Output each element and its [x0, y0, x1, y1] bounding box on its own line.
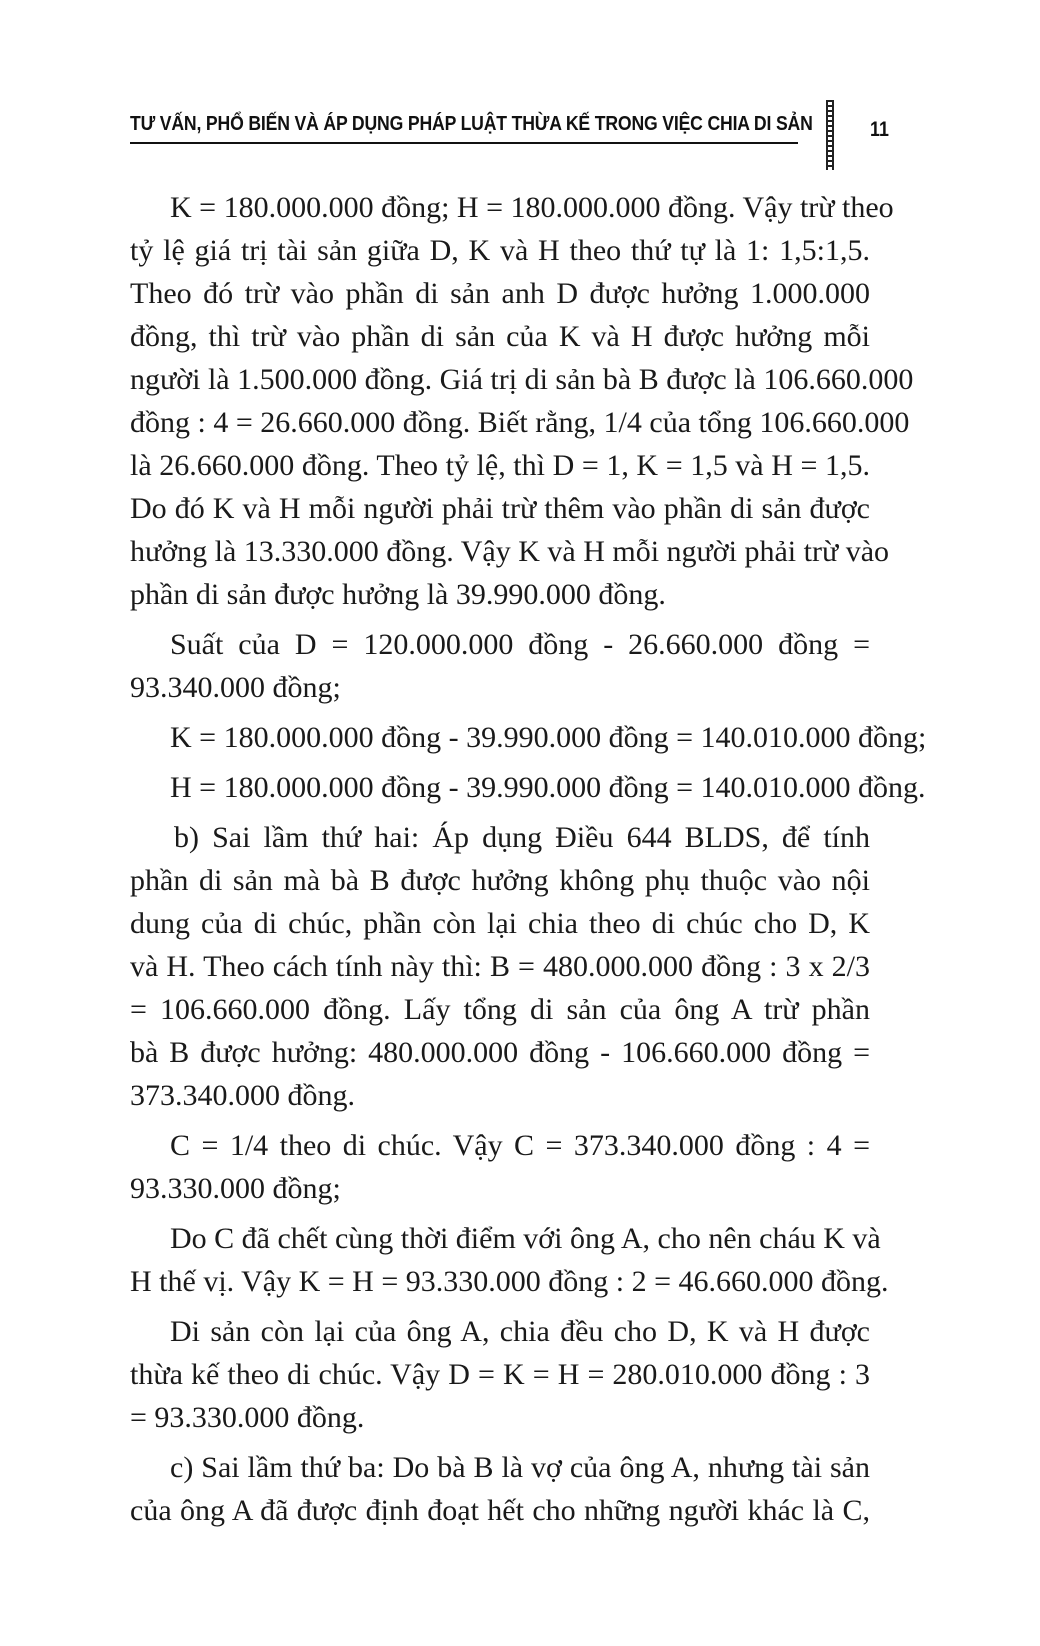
paragraph-7: [130, 1217, 889, 1303]
text-line: bà B được hưởng: 480.000.000 đồng - 106.660.000 đồng =: [130, 1036, 870, 1069]
running-header: [130, 106, 813, 146]
text-line: H = 180.000.000 đồng - 39.990.000 đồng = 140.010.000 đồng.: [170, 771, 926, 804]
text-line: Theo đó trừ vào phần di sản anh D được hưởng 1.000.000: [130, 277, 870, 310]
text-line: b) Sai lầm thứ hai: Áp dụng Điều 644 BLDS, để tính: [174, 821, 870, 854]
text-line: K = 180.000.000 đồng - 39.990.000 đồng = 140.010.000 đồng;: [170, 721, 927, 754]
page-number: 11: [870, 118, 889, 141]
text-line: K = 180.000.000 đồng; H = 180.000.000 đồng. Vậy trừ theo: [170, 191, 894, 224]
text-line: và H. Theo cách tính này thì: B = 480.000.000 đồng : 3 x 2/3: [130, 950, 870, 983]
text-line: đồng : 4 = 26.660.000 đồng. Biết rằng, 1/4 của tổng 106.660.000: [130, 406, 910, 439]
text-line: 373.340.000 đồng.: [130, 1079, 355, 1112]
text-line: Suất của D = 120.000.000 đồng - 26.660.000 đồng =: [170, 628, 870, 661]
paragraph-1: [130, 186, 914, 616]
text-line: đồng, thì trừ vào phần di sản của K và H được hưởng mỗi: [130, 320, 870, 353]
paragraph-2: [130, 623, 870, 709]
text-line: tỷ lệ giá trị tài sản giữa D, K và H theo thứ tự là 1: 1,5:1,5.: [130, 234, 870, 267]
paragraph-4: [130, 766, 926, 809]
running-header-title: TƯ VẤN, PHỔ BIẾN VÀ ÁP DỤNG PHÁP LUẬT THỪA KẾ TRONG VIỆC CHIA DI SẢN: [130, 112, 813, 135]
text-line: hưởng là 13.330.000 đồng. Vậy K và H mỗi người phải trừ vào: [130, 535, 890, 568]
text-line: 93.330.000 đồng;: [130, 1172, 341, 1205]
paragraph-6: [130, 1124, 870, 1210]
text-line: 93.340.000 đồng;: [130, 671, 341, 704]
text-line: H thế vị. Vậy K = H = 93.330.000 đồng : 2 = 46.660.000 đồng.: [130, 1265, 889, 1298]
header-rule: [130, 142, 798, 144]
text-line: Do C đã chết cùng thời điểm với ông A, cho nên cháu K và: [170, 1222, 881, 1255]
paragraph-5: [130, 816, 870, 1117]
text-line: Di sản còn lại của ông A, chia đều cho D, K và H được: [170, 1315, 870, 1348]
body-text: [130, 186, 927, 1539]
paragraph-3: [130, 716, 927, 759]
text-line: phần di sản mà bà B được hưởng không phụ thuộc vào nội: [130, 864, 870, 897]
text-line: phần di sản được hưởng là 39.990.000 đồng.: [130, 578, 666, 611]
text-line: C = 1/4 theo di chúc. Vậy C = 373.340.000 đồng : 4 =: [170, 1129, 870, 1162]
paragraph-9: [130, 1446, 870, 1532]
paragraph-8: [130, 1310, 870, 1439]
text-line: c) Sai lầm thứ ba: Do bà B là vợ của ông A, nhưng tài sản: [170, 1451, 870, 1484]
text-line: = 93.330.000 đồng.: [130, 1401, 365, 1434]
text-line: người là 1.500.000 đồng. Giá trị di sản bà B được là 106.660.000: [130, 363, 914, 396]
text-line: = 106.660.000 đồng. Lấy tổng di sản của ông A trừ phần: [130, 993, 870, 1026]
text-line: của ông A đã được định đoạt hết cho những người khác là C,: [130, 1494, 870, 1527]
text-line: Do đó K và H mỗi người phải trừ thêm vào phần di sản được: [130, 492, 870, 525]
header-ornament: [826, 100, 834, 170]
text-line: là 26.660.000 đồng. Theo tỷ lệ, thì D = 1, K = 1,5 và H = 1,5.: [130, 449, 870, 482]
text-line: dung của di chúc, phần còn lại chia theo di chúc cho D, K: [130, 907, 870, 940]
text-line: thừa kế theo di chúc. Vậy D = K = H = 280.010.000 đồng : 3: [130, 1358, 870, 1391]
